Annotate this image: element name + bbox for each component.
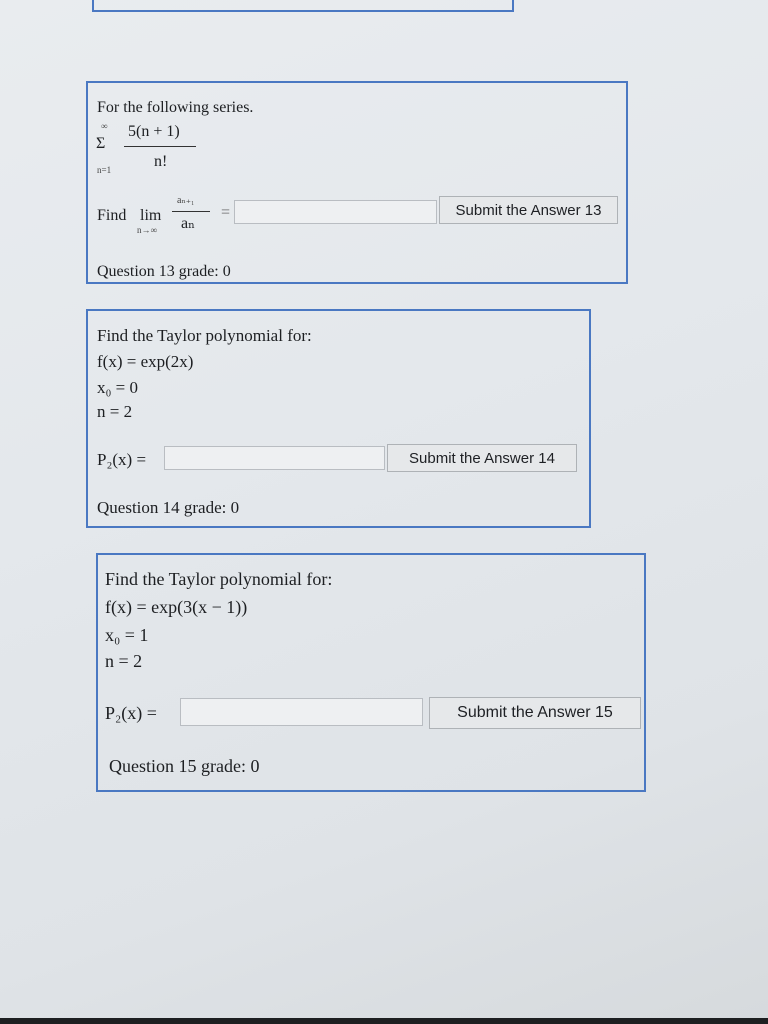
series-numerator: 5(n + 1) [128,123,180,140]
q13-answer-input[interactable] [234,200,437,224]
submit-answer-13-button[interactable]: Submit the Answer 13 [439,196,618,224]
q15-grade: Question 15 grade: 0 [109,756,260,776]
ratio-denominator: aₙ [181,215,196,232]
q14-n: n = 2 [97,402,133,421]
series-fraction-bar [124,146,196,147]
q14-intro: Find the Taylor polynomial for: [97,326,312,345]
ratio-fraction-bar [172,211,210,212]
q14-grade: Question 14 grade: 0 [97,498,240,517]
sum-lower-limit: n=1 [97,165,112,175]
sigma-symbol: Σ [96,135,106,152]
find-label: Find [97,207,127,224]
question-13-box [86,81,628,284]
equals-sign: = [221,204,231,221]
submit-answer-14-button[interactable]: Submit the Answer 14 [387,444,577,472]
q13-intro: For the following series. [97,99,254,116]
q15-n: n = 2 [105,651,143,671]
submit-answer-15-button[interactable]: Submit the Answer 15 [429,697,641,729]
ratio-numerator: aₙ₊₁ [177,195,195,206]
bottom-edge-shadow [0,1018,768,1024]
series-denominator: n! [154,153,168,170]
previous-question-box [92,0,514,12]
q14-function: f(x) = exp(2x) [97,352,194,371]
lim-subscript: n→∞ [137,225,157,235]
question-15-box [96,553,646,792]
q15-intro: Find the Taylor polynomial for: [105,569,333,589]
q13-grade: Question 13 grade: 0 [97,263,231,280]
question-14-box [86,309,591,528]
sum-upper-limit: ∞ [101,121,108,131]
q15-function: f(x) = exp(3(x − 1)) [105,597,248,617]
q14-x0: x₀ = 0 [97,378,139,397]
q15-answer-input[interactable] [180,698,423,726]
q14-answer-input[interactable] [164,446,385,470]
lim-label: lim [140,207,162,224]
q15-x0: x₀ = 1 [105,625,149,645]
q15-polynomial-label: P₂(x) = [105,703,157,723]
q14-polynomial-label: P₂(x) = [97,450,147,469]
